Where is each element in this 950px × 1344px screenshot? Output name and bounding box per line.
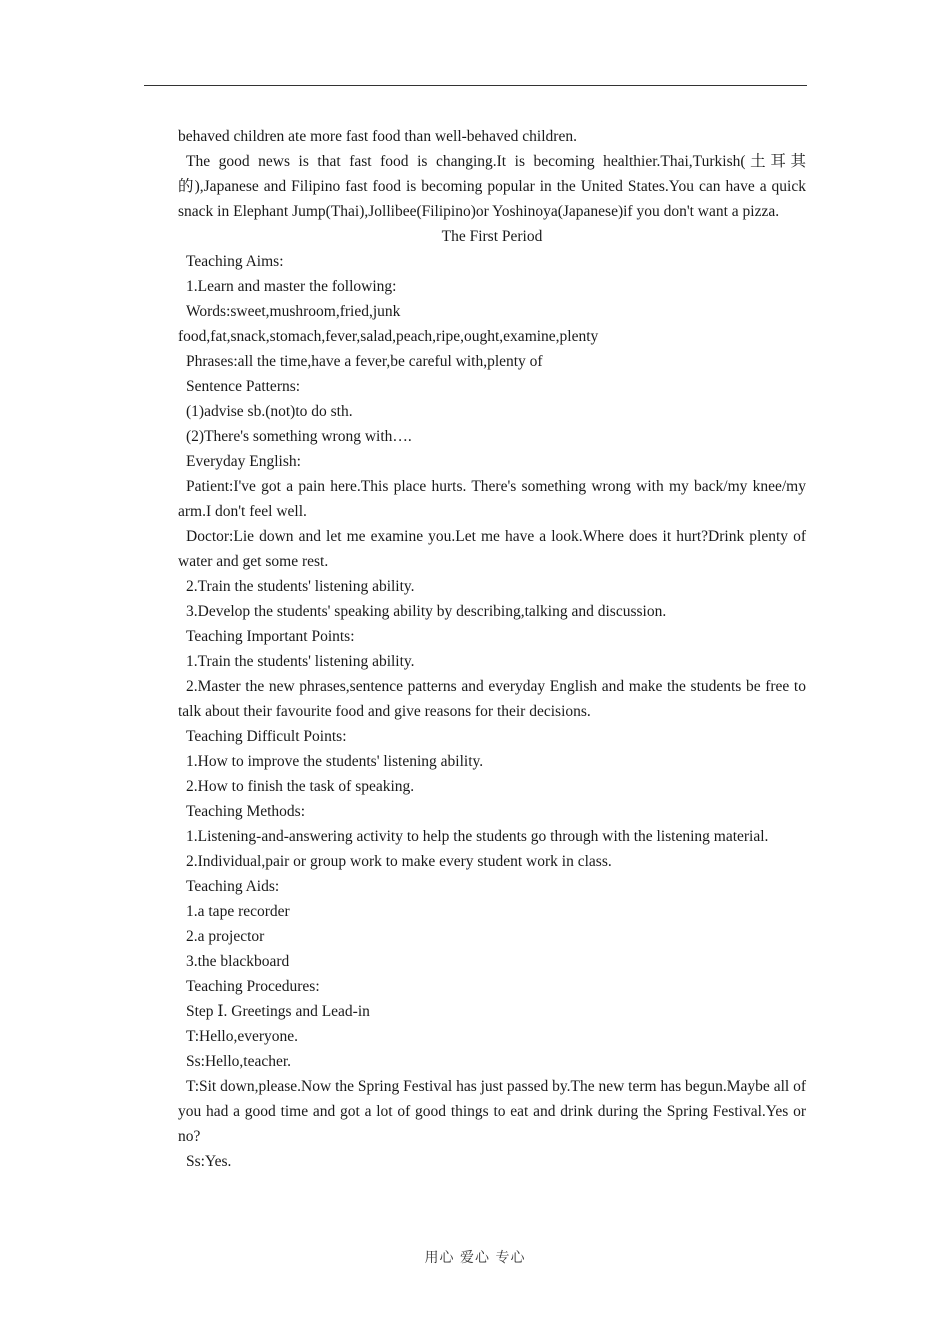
paragraph: 1.Learn and master the following:: [186, 278, 397, 295]
paragraph: Patient:I've got a pain here.This place hurts. There's something wrong with my back/my knee/my arm.I don't feel well.: [178, 478, 806, 520]
paragraph: 1.Train the students' listening ability.: [186, 653, 415, 670]
paragraph: 2.a projector: [186, 928, 265, 945]
paragraph: (1)advise sb.(not)to do sth.: [186, 403, 353, 420]
paragraph: behaved children ate more fast food than well-behaved children.: [178, 128, 577, 145]
paragraph: 3.Develop the students' speaking ability by describing,talking and discussion.: [186, 603, 667, 620]
paragraph: food,fat,snack,stomach,fever,salad,peach,ripe,ought,examine,plenty: [178, 328, 599, 345]
document-body: [178, 124, 806, 1174]
paragraph: 1.Listening-and-answering activity to help the students go through with the listening material.: [186, 828, 769, 845]
paragraph: T:Sit down,please.Now the Spring Festival has just passed by.The new term has begun.Maybe all of you had a good time and got a lot of good things to eat and drink during the Spring Festival.Yes or no?: [178, 1078, 806, 1145]
paragraph: 3.the blackboard: [186, 953, 290, 970]
paragraph: Teaching Methods:: [186, 803, 306, 820]
paragraph: Teaching Difficult Points:: [186, 728, 347, 745]
paragraph: 2.Train the students' listening ability.: [186, 578, 415, 595]
paragraph: Teaching Aims:: [186, 253, 284, 270]
paragraph: Teaching Important Points:: [186, 628, 355, 645]
paragraph: Phrases:all the time,have a fever,be careful with,plenty of: [186, 353, 543, 370]
paragraph: Everyday English:: [186, 453, 301, 470]
header-rule: [144, 85, 807, 86]
paragraph: Teaching Aids:: [186, 878, 280, 895]
paragraph: Teaching Procedures:: [186, 978, 320, 995]
page-footer: 用心 爱心 专心: [424, 1250, 526, 1266]
section-heading: The First Period: [441, 228, 543, 245]
paragraph: 1.a tape recorder: [186, 903, 290, 920]
paragraph: Ss:Yes.: [186, 1153, 232, 1170]
paragraph: Ss:Hello,teacher.: [186, 1053, 292, 1070]
paragraph: Sentence Patterns:: [186, 378, 301, 395]
paragraph: 2.Master the new phrases,sentence patterns and everyday English and make the students be free to talk about their favourite food and give reasons for their decisions.: [178, 678, 806, 720]
paragraph: 1.How to improve the students' listening ability.: [186, 753, 484, 770]
paragraph: Words:sweet,mushroom,fried,junk: [186, 303, 401, 320]
paragraph: Doctor:Lie down and let me examine you.Let me have a look.Where does it hurt?Drink plenty of water and get some rest.: [178, 528, 806, 570]
paragraph: The good news is that fast food is changing.It is becoming healthier.Thai,Turkish(土耳其的),Japanese and Filipino fast food is becoming popular in the United States.You can have a quick snack in Elephant Jump(Thai),Jollibee(Filipino)or Yoshinoya(Japanese)if you don't want a pizza.: [178, 153, 806, 220]
paragraph: 2.How to finish the task of speaking.: [186, 778, 415, 795]
paragraph: Step Ⅰ. Greetings and Lead-in: [186, 1003, 370, 1020]
paragraph: (2)There's something wrong with….: [186, 428, 412, 445]
paragraph: 2.Individual,pair or group work to make every student work in class.: [186, 853, 612, 870]
paragraph: T:Hello,everyone.: [186, 1028, 298, 1045]
